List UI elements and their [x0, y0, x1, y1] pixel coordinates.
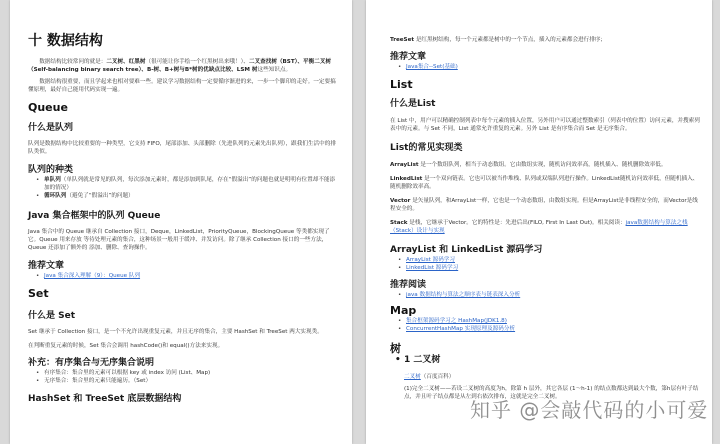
queue-type-desc: （避免了“假溢出”的问题） [66, 193, 134, 199]
impl-term: LinkedList [390, 176, 423, 182]
link-binary-tree-baike[interactable]: 二叉树 [404, 374, 421, 380]
intro-text-c: （很可能让你手绘一个红黑树出来哦！）、 [145, 59, 249, 65]
subheading-recommended-articles: 推荐文章 [390, 52, 427, 62]
subheading-list-implementations: List的常见实现类 [390, 143, 463, 153]
impl-desc: 是一个双向链表。它也可以被当作堆栈、队列或双端队列进行操作。LinkedList随机访问效率低，但随机插入、随机删除效率高。 [390, 176, 699, 190]
link-set-article[interactable]: Java集合--Set(基础) [406, 64, 458, 70]
section-heading-list: List [390, 78, 413, 91]
queue-type-term: 单队列 [44, 177, 61, 183]
queue-recommend-list [28, 272, 338, 280]
list-item [406, 256, 702, 264]
subheading-ordered-unordered: 补充：有序集合与无序集合说明 [28, 358, 155, 368]
queue-definition: 队列是数据结构中比较重要的一种类型，它支持 FIFO，尾部添加、头部删除（先进队列的元素先出队列），跟我们生活中的排队类似。 [28, 141, 336, 155]
subheading-what-is-queue: 什么是队列 [28, 123, 74, 133]
link-queue-article[interactable]: Java 集合深入理解（9）：Queue 队列 [44, 273, 141, 279]
section-heading-set: Set [28, 287, 49, 300]
ordered-unordered-list [28, 369, 338, 385]
subheading-what-is-list: 什么是List [390, 99, 436, 109]
list-item [406, 325, 702, 333]
impl-term: ArrayList [390, 162, 419, 168]
complete-binary-tree-text: (1)完全二叉树——若设二叉树的高度为h，除第 h 层外，其它各层 (1～h-1) 的结点数都达到最大个数，第h层有叶子结点，并且叶子结点都是从左到右依次排布，这就是完全二叉树。 [404, 386, 699, 400]
list-item [44, 192, 338, 200]
section-heading-map: Map [390, 304, 417, 317]
subheading-java-queue: Java 集合框架中的队列 Queue [28, 211, 161, 221]
set-duplicate-text: 在判断重复元素的时候，Set 集合会调用 hashCode()和 equal()方法来实现。 [28, 343, 224, 349]
intro-bold-d: 二叉查找树（BST）、平衡二叉树（Self-balancing binary search tree）、B-树、B+树与B*树的优缺点比较、LSM 树 [28, 59, 332, 73]
page-title: 十 数据结构 [28, 33, 103, 49]
intro-text-a: 数据结构比较常问的就是： [39, 59, 107, 65]
link-arraylist-source[interactable]: ArrayList 源码学习 [406, 257, 455, 263]
subheading-binary-tree: • 1 二叉树 [404, 355, 702, 366]
queue-type-term: 循环队列 [44, 193, 67, 199]
treeset-term: TreeSet [390, 37, 415, 43]
set-recommend-list [390, 63, 702, 71]
list-item [406, 317, 702, 325]
subheading-recommended-reading: 推荐阅读 [390, 280, 427, 290]
queue-type-desc: （单队列就是常见的队列，每次添加元素时，都是添加到队尾，存在“假溢出”的问题也就是明明有位置却不能添加的情况） [44, 177, 336, 191]
subheading-recommended-articles: 推荐文章 [28, 261, 65, 271]
reading-list [390, 291, 702, 299]
treeset-desc: 是红黑树结构，每一个元素都是树中的一个节点，插入的元素都会进行排序； [414, 37, 607, 43]
source-study-list [390, 256, 702, 272]
impl-linkedlist [390, 175, 702, 191]
section-heading-tree: 树 [390, 342, 401, 355]
impl-stack [390, 219, 702, 235]
list-item [44, 272, 338, 280]
subheading-hashset-treeset: HashSet 和 TreeSet 底层数据结构 [28, 394, 182, 404]
link-stack-article[interactable]: java数据结构与算法之栈（Stack）设计与实现 [390, 220, 688, 234]
list-item [406, 264, 702, 272]
binary-tree-baike-line [390, 373, 702, 381]
link-concurrenthashmap[interactable]: ConcurrentHashMap 实现原理及源码分析 [406, 326, 516, 332]
intro-paragraph-2: 数据结构很重要，而且学起来也相对要难一些。建议学习数据结构一定要循序渐进的来，一步一个脚印的走好。一定要搞懂原理，最好自己能用代码实现一遍。 [28, 79, 336, 93]
list-item [406, 291, 702, 299]
set-definition: Set 继承于 Collection 接口，是一个不允许出现重复元素，并且无序的集合，主要 HashSet 和 TreeSet 两大实现类。 [28, 329, 323, 335]
tree-subsection-list [390, 355, 702, 366]
impl-term: Vector [390, 198, 411, 204]
watermark: 知乎 @会敲代码的小可爱 [470, 398, 709, 422]
right-page [366, 0, 712, 444]
link-reading-article[interactable]: java 数据结构与算法之顺序表与链表深入分析 [406, 292, 521, 298]
impl-term: Stack [390, 220, 408, 226]
section-heading-queue: Queue [28, 101, 68, 114]
subheading-queue-types: 队列的种类 [28, 165, 74, 175]
link-hashmap-source[interactable]: 集合框架源码学习之 HashMap(JDK1.8) [406, 318, 507, 324]
java-queue-text: Java 集合中的 Queue 继承自 Collection 接口，Deque，LinkedList，PriorityQueue，BlockingQueue 等类都实现了它。Queue 用来存放 等待处理元素的集合，这种场景一般用于缓冲、并发访问。除了继承 Collection 接口的一些方法，Queue 还添加了额外的 添加、删除、查询操作。 [28, 229, 330, 251]
subheading-source-study: ArrayList 和 LinkedList 源码学习 [390, 245, 543, 255]
impl-desc: 是一个数组队列，相当于动态数组。它由数组实现，随机访问效率高，随机插入、随机删除效率低。 [418, 162, 667, 168]
map-links-list [390, 317, 702, 333]
queue-types-list [28, 176, 338, 200]
intro-bold-b: 二叉树、红黑树 [106, 59, 146, 65]
impl-vector [390, 197, 702, 213]
treeset-text [390, 36, 702, 44]
impl-desc: 是栈，它继承于Vector。它的特性是：先进后出(FILO, First In Last Out)。相关阅读： [407, 220, 626, 226]
baike-suffix: （百度百科） [420, 374, 455, 380]
impl-arraylist [390, 161, 702, 169]
left-page [10, 0, 352, 444]
list-item [44, 176, 338, 192]
link-linkedlist-source[interactable]: LinkedList 源码学习 [406, 265, 459, 271]
list-definition: 在 List 中，用户可以精确控制列表中每个元素的插入位置，另外用户可以通过整数索引（列表中的位置）访问元素，并搜索列表中的元素。与 Set 不同，List 通常允许重复的元素。另外 List 是有序集合而 Set 是无序集合。 [390, 118, 700, 132]
list-item [406, 63, 702, 71]
subheading-what-is-set: 什么是 Set [28, 311, 76, 321]
intro-paragraph-1 [28, 58, 338, 74]
impl-desc: 是矢量队列，和ArrayList一样，它也是一个动态数组，由数组实现。但是ArrayList是非线程安全的，而Vector是线程安全的。 [390, 198, 698, 212]
intro-text-e: 这些知识点。 [257, 67, 292, 73]
list-item: • 有序集合：集合里的元素可以根据 key 或 index 访问 (List、Map) [44, 369, 338, 377]
list-item: • 无序集合：集合里的元素只能遍历。（Set） [44, 377, 338, 385]
